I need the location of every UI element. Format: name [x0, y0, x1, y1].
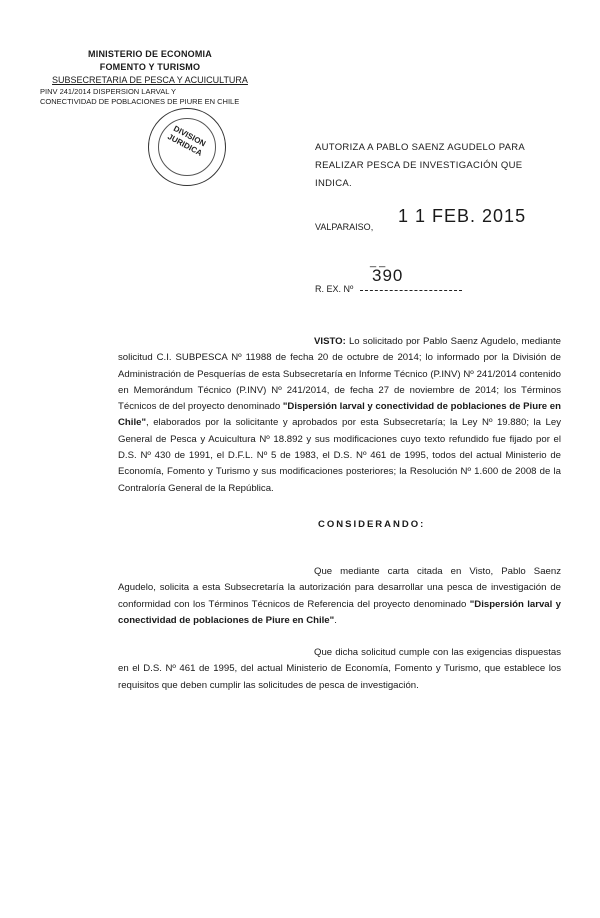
considerando-paragraph-2: Que dicha solicitud cumple con las exigencias dispuestas en el D.S. Nº 461 de 1995, del actual Ministerio de Economía, Fomento y Turismo, que establece los requisitos que deben cumplir las solicitudes de pesca de investigación.: [118, 647, 561, 691]
visto-label: VISTO:: [314, 336, 346, 347]
reference-line-2: CONECTIVIDAD DE POBLACIONES DE PIURE EN CHILE: [40, 97, 240, 106]
para1-text-a: Que mediante carta citada en Visto, Pablo Saenz Agudelo, solicita a esta Subsecretaría la autorización para desarrollar una pesca de investigación de conformidad con los Términos Técnicos de Referencia del proyecto denominado: [118, 566, 561, 610]
resolution-number-line: [360, 290, 462, 291]
considerando-heading: CONSIDERANDO:: [318, 519, 426, 530]
resolution-place: VALPARAISO,: [315, 222, 374, 232]
number-dashes: _ _: [370, 256, 386, 268]
resolution-number: 390: [372, 266, 404, 285]
resolution-subject: AUTORIZA A PABLO SAENZ AGUDELO PARA REALIZAR PESCA DE INVESTIGACIÓN QUE INDICA.: [315, 142, 525, 189]
considerando-paragraph-1: [118, 564, 561, 629]
subsecretaria-name: SUBSECRETARIA DE PESCA Y ACUICULTURA: [52, 75, 248, 85]
para1-project-name: "Dispersión larval y conectividad de poblaciones de Piure en Chile": [118, 598, 561, 626]
letterhead: [40, 48, 260, 107]
ministry-subtitle: FOMENTO Y TURISMO: [99, 62, 201, 72]
visto-paragraph: [118, 334, 561, 497]
seal-text: DIVISION JURIDICA: [166, 123, 208, 158]
para1-text-b: .: [334, 614, 337, 626]
visto-project-name: "Dispersión larval y conectividad de poblaciones de Piure en Chile": [118, 401, 562, 429]
resolution-date: 1 1 FEB. 2015: [398, 206, 527, 226]
ministry-name: MINISTERIO DE ECONOMIA: [88, 49, 212, 59]
visto-text-b: , elaborados por la solicitante y aprobados por esta Subsecretaría; la Ley Nº 19.880; la Ley General de Pesca y Acuicultura Nº 18.892 y sus modificaciones cuyo texto refundido fue fijado por el D.S. Nº 430 de 1991, el D.F.L. Nº 5 de 1983, el D.S. Nº 461 de 1995, todos del actual Ministerio de Economía, Fomento y Turismo y sus modificaciones posteriores; la Resolución Nº 1.600 de 2008 de la Contraloría General de la República.: [118, 417, 561, 494]
division-juridica-seal: [148, 108, 226, 186]
resolution-number-label: R. EX. Nº: [315, 284, 354, 294]
visto-text-a: Lo solicitado por Pablo Saenz Agudelo, mediante solicitud C.I. SUBPESCA Nº 11988 de fecha 20 de octubre de 2014; lo informado por la División de Administración de Pesquerías de esta Subsecretaría en Informe Técnico (P.INV) Nº 241/2014 contenido en Memorándum Técnico (P.INV) Nº 241/2014, de fecha 27 de noviembre de 2014; los Términos Técnicos de del proyecto denominado: [118, 336, 561, 413]
reference-line-1: PINV 241/2014 DISPERSION LARVAL Y: [40, 87, 177, 96]
